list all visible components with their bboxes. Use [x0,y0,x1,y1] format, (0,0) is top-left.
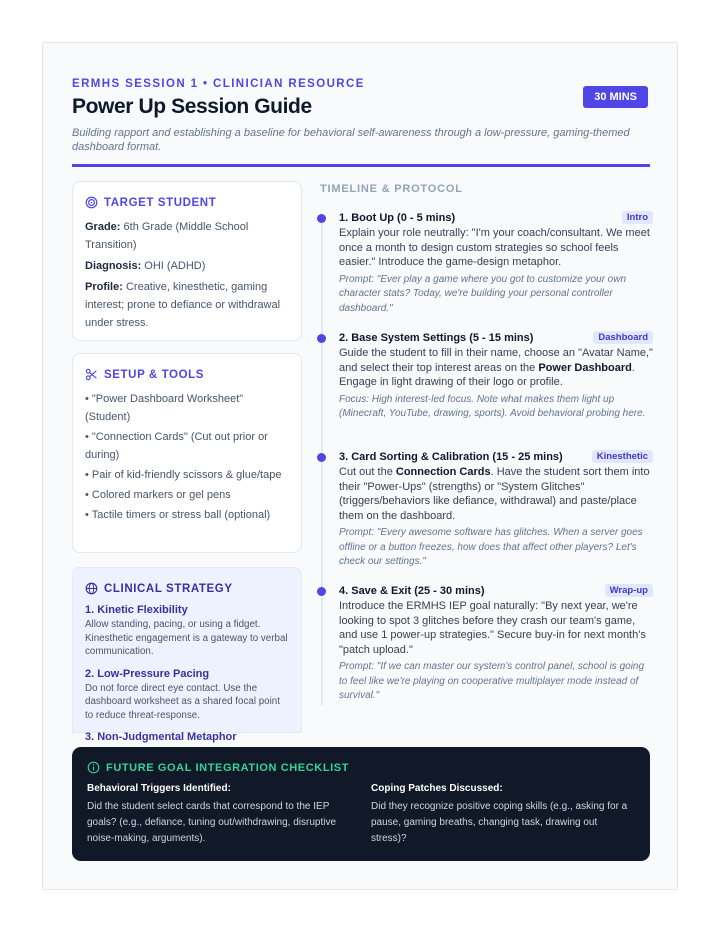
timeline-dot [317,334,326,343]
checklist-column-triggers: Behavioral Triggers Identified: Did the student select cards that correspond to the IEP goals? (e.g., defiance, tuning out/withdrawing, disruptive noise-making, arguments). [87,783,337,844]
timeline-step-card-sorting [317,450,653,570]
strategy-item: 3. Non-Judgmental Metaphor [85,731,237,743]
duration-badge: 30 MINS [583,86,648,108]
step-tag: Intro [622,211,653,224]
step-description: Cut out the Connection Cards. Have the student sort them into their "Power-Ups" (strengths) or "System Glitches" (triggers/behaviors like defiance, withdrawal) and paste/place them on the dashboard. [339,466,650,522]
step-title: 2. Base System Settings (5 - 15 mins) [339,331,534,344]
list-item: • "Power Dashboard Worksheet" (Student) [85,393,244,423]
page-subtitle: Building rapport and establishing a baseline for behavioral self-awareness through a low-pressure, gaming-themed dashboard format. [72,127,630,153]
info-circle-icon [87,761,100,774]
goal-checklist-panel [72,747,650,861]
diagnosis-field: Diagnosis: OHI (ADHD) [85,260,206,272]
timeline-dot [317,214,326,223]
scissors-icon [85,368,98,381]
page-title: Power Up Session Guide [72,95,312,118]
list-item: • Pair of kid-friendly scissors & glue/tape [85,469,282,481]
profile-field: Profile: Creative, kinesthetic, gaming interest; prone to defiance or withdrawal under stress. [85,281,281,329]
step-title: 3. Card Sorting & Calibration (15 - 25 mins) [339,450,563,463]
setup-tools-card [72,353,302,553]
checklist-column-coping: Coping Patches Discussed: Did they recognize positive coping skills (e.g., asking for a pause, gaming breaths, changing task, drawing out stress)? [371,783,628,844]
timeline-dot [317,587,326,596]
tools-list [85,390,289,524]
step-prompt: Prompt: "Ever play a game where you got to customize your own character stats? Today, we're building your personal controller dashboard." [339,273,627,314]
timeline-step-base-settings [317,331,653,422]
list-item: • Tactile timers or stress ball (optional) [85,509,271,521]
checklist-heading: FUTURE GOAL INTEGRATION CHECKLIST [106,761,350,774]
step-prompt: Prompt: "If we can master our system's control panel, school is going to feel like we're playing on cooperative multiplayer mode instead of survival." [339,661,645,701]
session-guide-page [42,42,678,890]
timeline-step-boot-up [317,211,653,316]
step-description: Guide the student to fill in their name, choose an "Avatar Name," and select their top interest areas on the Power Dashboard. Engage in light drawing of their logo or profile. [339,347,653,388]
step-tag: Dashboard [593,331,653,344]
target-student-heading: TARGET STUDENT [104,196,217,209]
setup-tools-heading: SETUP & TOOLS [104,368,205,381]
timeline-heading: TIMELINE & PROTOCOL [320,183,463,195]
clinical-strategy-heading: CLINICAL STRATEGY [104,582,233,595]
step-prompt: Prompt: "Every awesome software has glitches. When a server goes offline or a button freezes, how does that affect other players? Let's check our settings." [339,527,643,567]
grade-field: Grade: 6th Grade (Middle School Transition) [85,221,249,251]
target-icon [85,196,98,209]
list-item: • Colored markers or gel pens [85,489,231,501]
step-tag: Kinesthetic [592,450,653,463]
clinical-strategy-card [72,567,302,743]
timeline-dot [317,453,326,462]
list-item: • "Connection Cards" (Cut out prior or during) [85,431,268,461]
strategy-item: 1. Kinetic Flexibility Allow standing, pacing, or using a fidget. Kinesthetic engagement is a gateway to verbal communication. [85,604,288,657]
step-description: Introduce the ERMHS IEP goal naturally: "By next year, we're looking to spot 3 glitches before they crash our team's game, and use 1 power-up strategies." Secure buy-in for next month's "patch upload." [339,600,646,656]
step-title: 1. Boot Up (0 - 5 mins) [339,211,456,224]
step-tag: Wrap-up [605,584,653,597]
timeline-step-save-exit [317,584,653,704]
header-divider [72,164,650,167]
step-focus-note: Focus: High interest-led focus. Note what makes them light up (Minecraft, YouTube, drawing, sports). Avoid behavioral probing here. [339,393,646,419]
globe-icon [85,582,98,595]
target-student-card [72,181,302,341]
step-title: 4. Save & Exit (25 - 30 mins) [339,584,485,597]
strategy-item: 2. Low-Pressure Pacing Do not force direct eye contact. Use the dashboard worksheet as a shared focal point to reduce threat-response. [85,667,280,721]
eyebrow-label: ERMHS SESSION 1 • CLINICIAN RESOURCE [72,78,365,90]
step-description: Explain your role neutrally: "I'm your coach/consultant. We meet once a month to design custom strategies so school feels easier." Introduce the game-design metaphor. [339,227,650,268]
